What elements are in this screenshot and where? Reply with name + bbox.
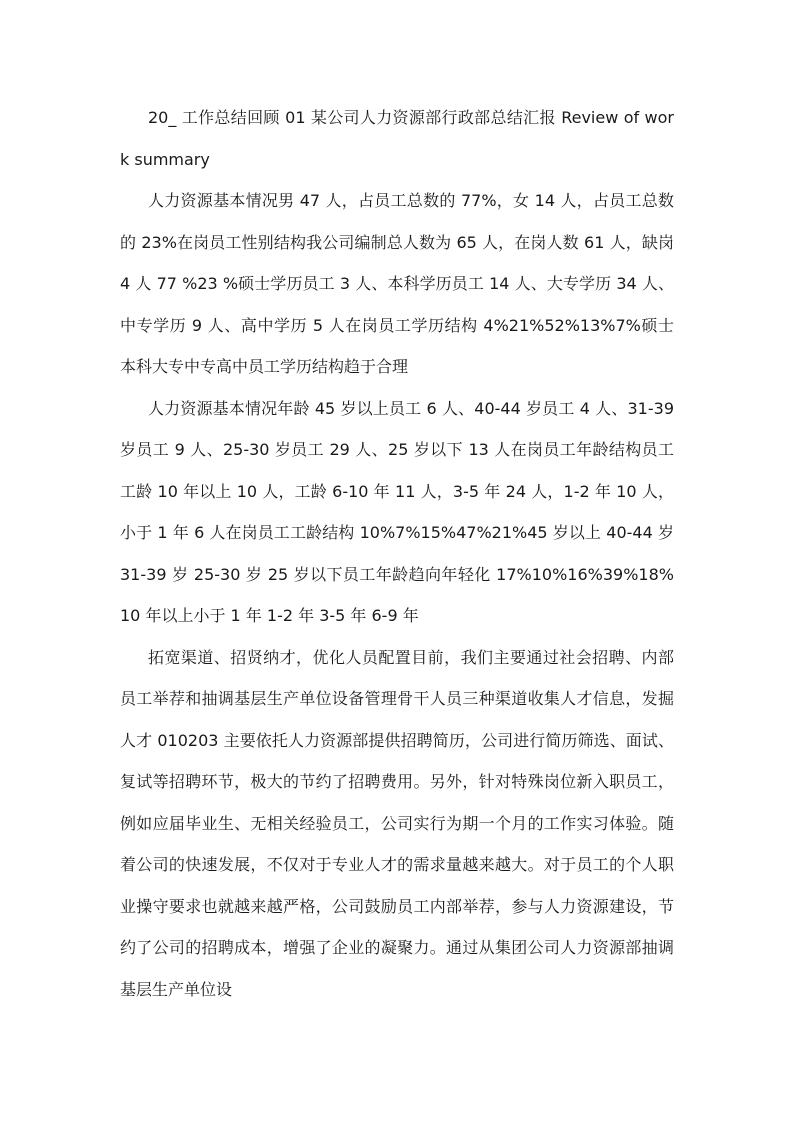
document-body: [120, 97, 674, 1010]
recruitment-paragraph: 拓宽渠道、招贤纳才，优化人员配置目前，我们主要通过社会招聘、内部员工举荐和抽调基层生产单位设备管理骨干人员三种渠道收集人才信息，发掘人才 010203 主要依托人力资源部提供招聘简历，公司进行简历筛选、面试、复试等招聘环节，极大的节约了招聘费用。另外，针对特殊岗位新入职员工，例如应届毕业生、无相关经验员工，公司实行为期一个月的工作实习体验。随着公司的快速发展，不仅对于专业人才的需求量越来越大。对于员工的个人职业操守要求也就越来越严格，公司鼓励员工内部举荐，参与人力资源建设，节约了公司的招聘成本，增强了企业的凝聚力。通过从集团公司人力资源部抽调基层生产单位设: [120, 647, 674, 999]
age-seniority-paragraph: 人力资源基本情况年龄 45 岁以上员工 6 人、40-44 岁员工 4 人、31-39 岁员工 9 人、25-30 岁员工 29 人、25 岁以下 13 人在岗员工年龄结构员工工龄 10 年以上 10 人，工龄 6-10 年 11 人，3-5 年 24 人，1-2 年 10 人，小于 1 年 6 人在岗员工工龄结构 10%7%15%47%21%45 岁以上 40-44 岁 31-39 岁 25-30 岁 25 岁以下员工年龄趋向年轻化 17%10%16%39%18%10 年以上小于 1 年 1-2 年 3-5 年 6-9 年: [120, 398, 674, 625]
heading-paragraph: 20_ 工作总结回顾 01 某公司人力资源部行政部总结汇报 Review of work summary: [120, 108, 674, 169]
gender-education-paragraph: 人力资源基本情况男 47 人，占员工总数的 77%，女 14 人，占员工总数的 23%在岗员工性别结构我公司编制总人数为 65 人，在岗人数 61 人，缺岗 4 人 77 %23 %硕士学历员工 3 人、本科学历员工 14 人、大专学历 34 人、中专学历 9 人、高中学历 5 人在岗员工学历结构 4%21%52%13%7%硕士本科大专中专高中员工学历结构趋于合理: [120, 191, 674, 376]
